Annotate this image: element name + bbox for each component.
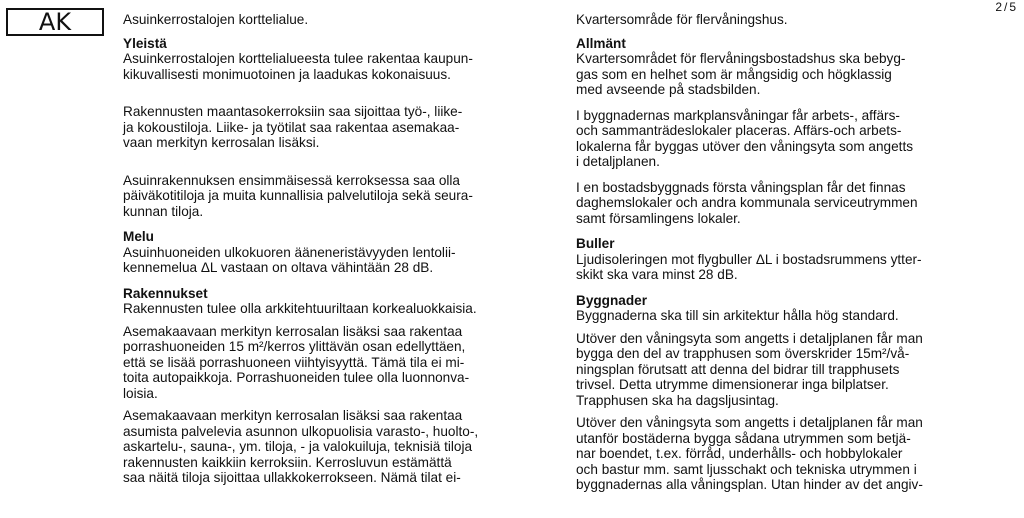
fi-heading-yleista: Yleistä <box>123 35 167 51</box>
fi-paragraph: Asemakaavaan merkityn kerrosalan lisäksi saa rakentaa asumista palvelevia asunnon ulkopuolisia varasto-, huolto-, askartelu-, sauna-, ym. tiloja, - ja valokuiluja, teknisiä tiloja rakennusten kaikkiin kerroksiin. Kerrosluvun estämättä saa näitä tiloja sijoittaa ullakkokerrokseen. Nämä tilat ei- <box>123 408 479 485</box>
sv-paragraph: I byggnadernas markplansvåningar får arbets-, affärs- och sammanträdeslokaler placeras. Affärs-och arbets- lokalerna får byggas utöver den våningsyta som angetts i detaljplanen. <box>576 107 914 169</box>
sv-heading-allmant: Allmänt <box>576 35 626 51</box>
sv-paragraph: Kvartersområdet för flervåningsbostadshus ska bebyg- gas som en helhet som är mångsidig och högklassig med avseende på stadsbilden. <box>576 51 906 97</box>
fi-heading-rakennukset: Rakennukset <box>123 285 208 301</box>
page-number: 2/5 <box>995 0 1018 14</box>
swedish-column <box>576 12 994 493</box>
fi-paragraph: Asuinrakennuksen ensimmäisessä kerroksessa saa olla päiväkotitiloja ja muita kunnallisia palvelutiloja sekä seura- kunnan tiloja. <box>123 172 473 219</box>
finnish-column <box>123 12 549 486</box>
fi-paragraph: Rakennusten tulee olla arkkitehtuuriltaan korkealuokkaisia. <box>123 301 477 316</box>
fi-paragraph: Asuinhuoneiden ulkokuoren ääneneristävyyden lentolii- kennemelua ΔL vastaan on oltava vähintään 28 dB. <box>123 244 456 275</box>
sv-paragraph: Byggnaderna ska till sin arkitektur hålla hög standard. <box>576 308 899 323</box>
sv-paragraph: Ljudisoleringen mot flygbuller ΔL i bostadsrummens ytter- skikt ska vara minst 28 dB. <box>576 251 922 282</box>
sv-paragraph: Utöver den våningsyta som angetts i detaljplanen får man utanför bostäderna bygga sådana utrymmen som betjä- nar boendet, t.ex. förråd, underhålls- och hobbylokaler och bastur mm. samt ljusschakt och tekniska utrymmen i byggnadernas alla våningsplan. Utan hinder av det angiv- <box>576 415 923 492</box>
fi-paragraph: Rakennusten maantasokerroksiin saa sijoittaa työ-, liike- ja kokoustiloja. Liike- ja työtilat saa rakentaa asemakaa- vaan merkityn kerrosalan lisäksi. <box>123 104 463 150</box>
sv-heading-byggnader: Byggnader <box>576 292 648 308</box>
zone-code-box: AK <box>6 8 104 36</box>
fi-title: Asuinkerrostalojen korttelialue. <box>123 12 309 27</box>
fi-heading-melu: Melu <box>123 229 154 244</box>
sv-paragraph: I en bostadsbyggnads första våningsplan får det finnas daghemslokaler och andra kommunala serviceutrymmen samt församlingens lokaler. <box>576 179 918 226</box>
sv-title: Kvartersområde för flervåningshus. <box>576 12 788 27</box>
fi-paragraph: Asuinkerrostalojen korttelialueesta tulee rakentaa kaupun- kikuvallisesti monimuotoinen ja laadukas kokonaisuus. <box>123 51 473 82</box>
sv-paragraph: Utöver den våningsyta som angetts i detaljplanen får man bygga den del av trapphusen som överskrider 15m²/vå- ningsplan förutsatt att denna del bidrar till trapphusets trivsel. Detta utrymme dimensionerar inga bilplatser. Trapphusen ska ha dagsljusintag. <box>576 330 923 408</box>
sv-heading-buller: Buller <box>576 236 615 251</box>
fi-paragraph: Asemakaavaan merkityn kerrosalan lisäksi saa rakentaa porrashuoneiden 15 m²/kerros ylittävän osan edellyttäen, että se lisää porrashuoneen viihtyisyyttä. Tämä tila ei mi- toita autopaikkoja. Porrashuoneiden tulee olla luonnonva- loisia. <box>123 323 470 401</box>
